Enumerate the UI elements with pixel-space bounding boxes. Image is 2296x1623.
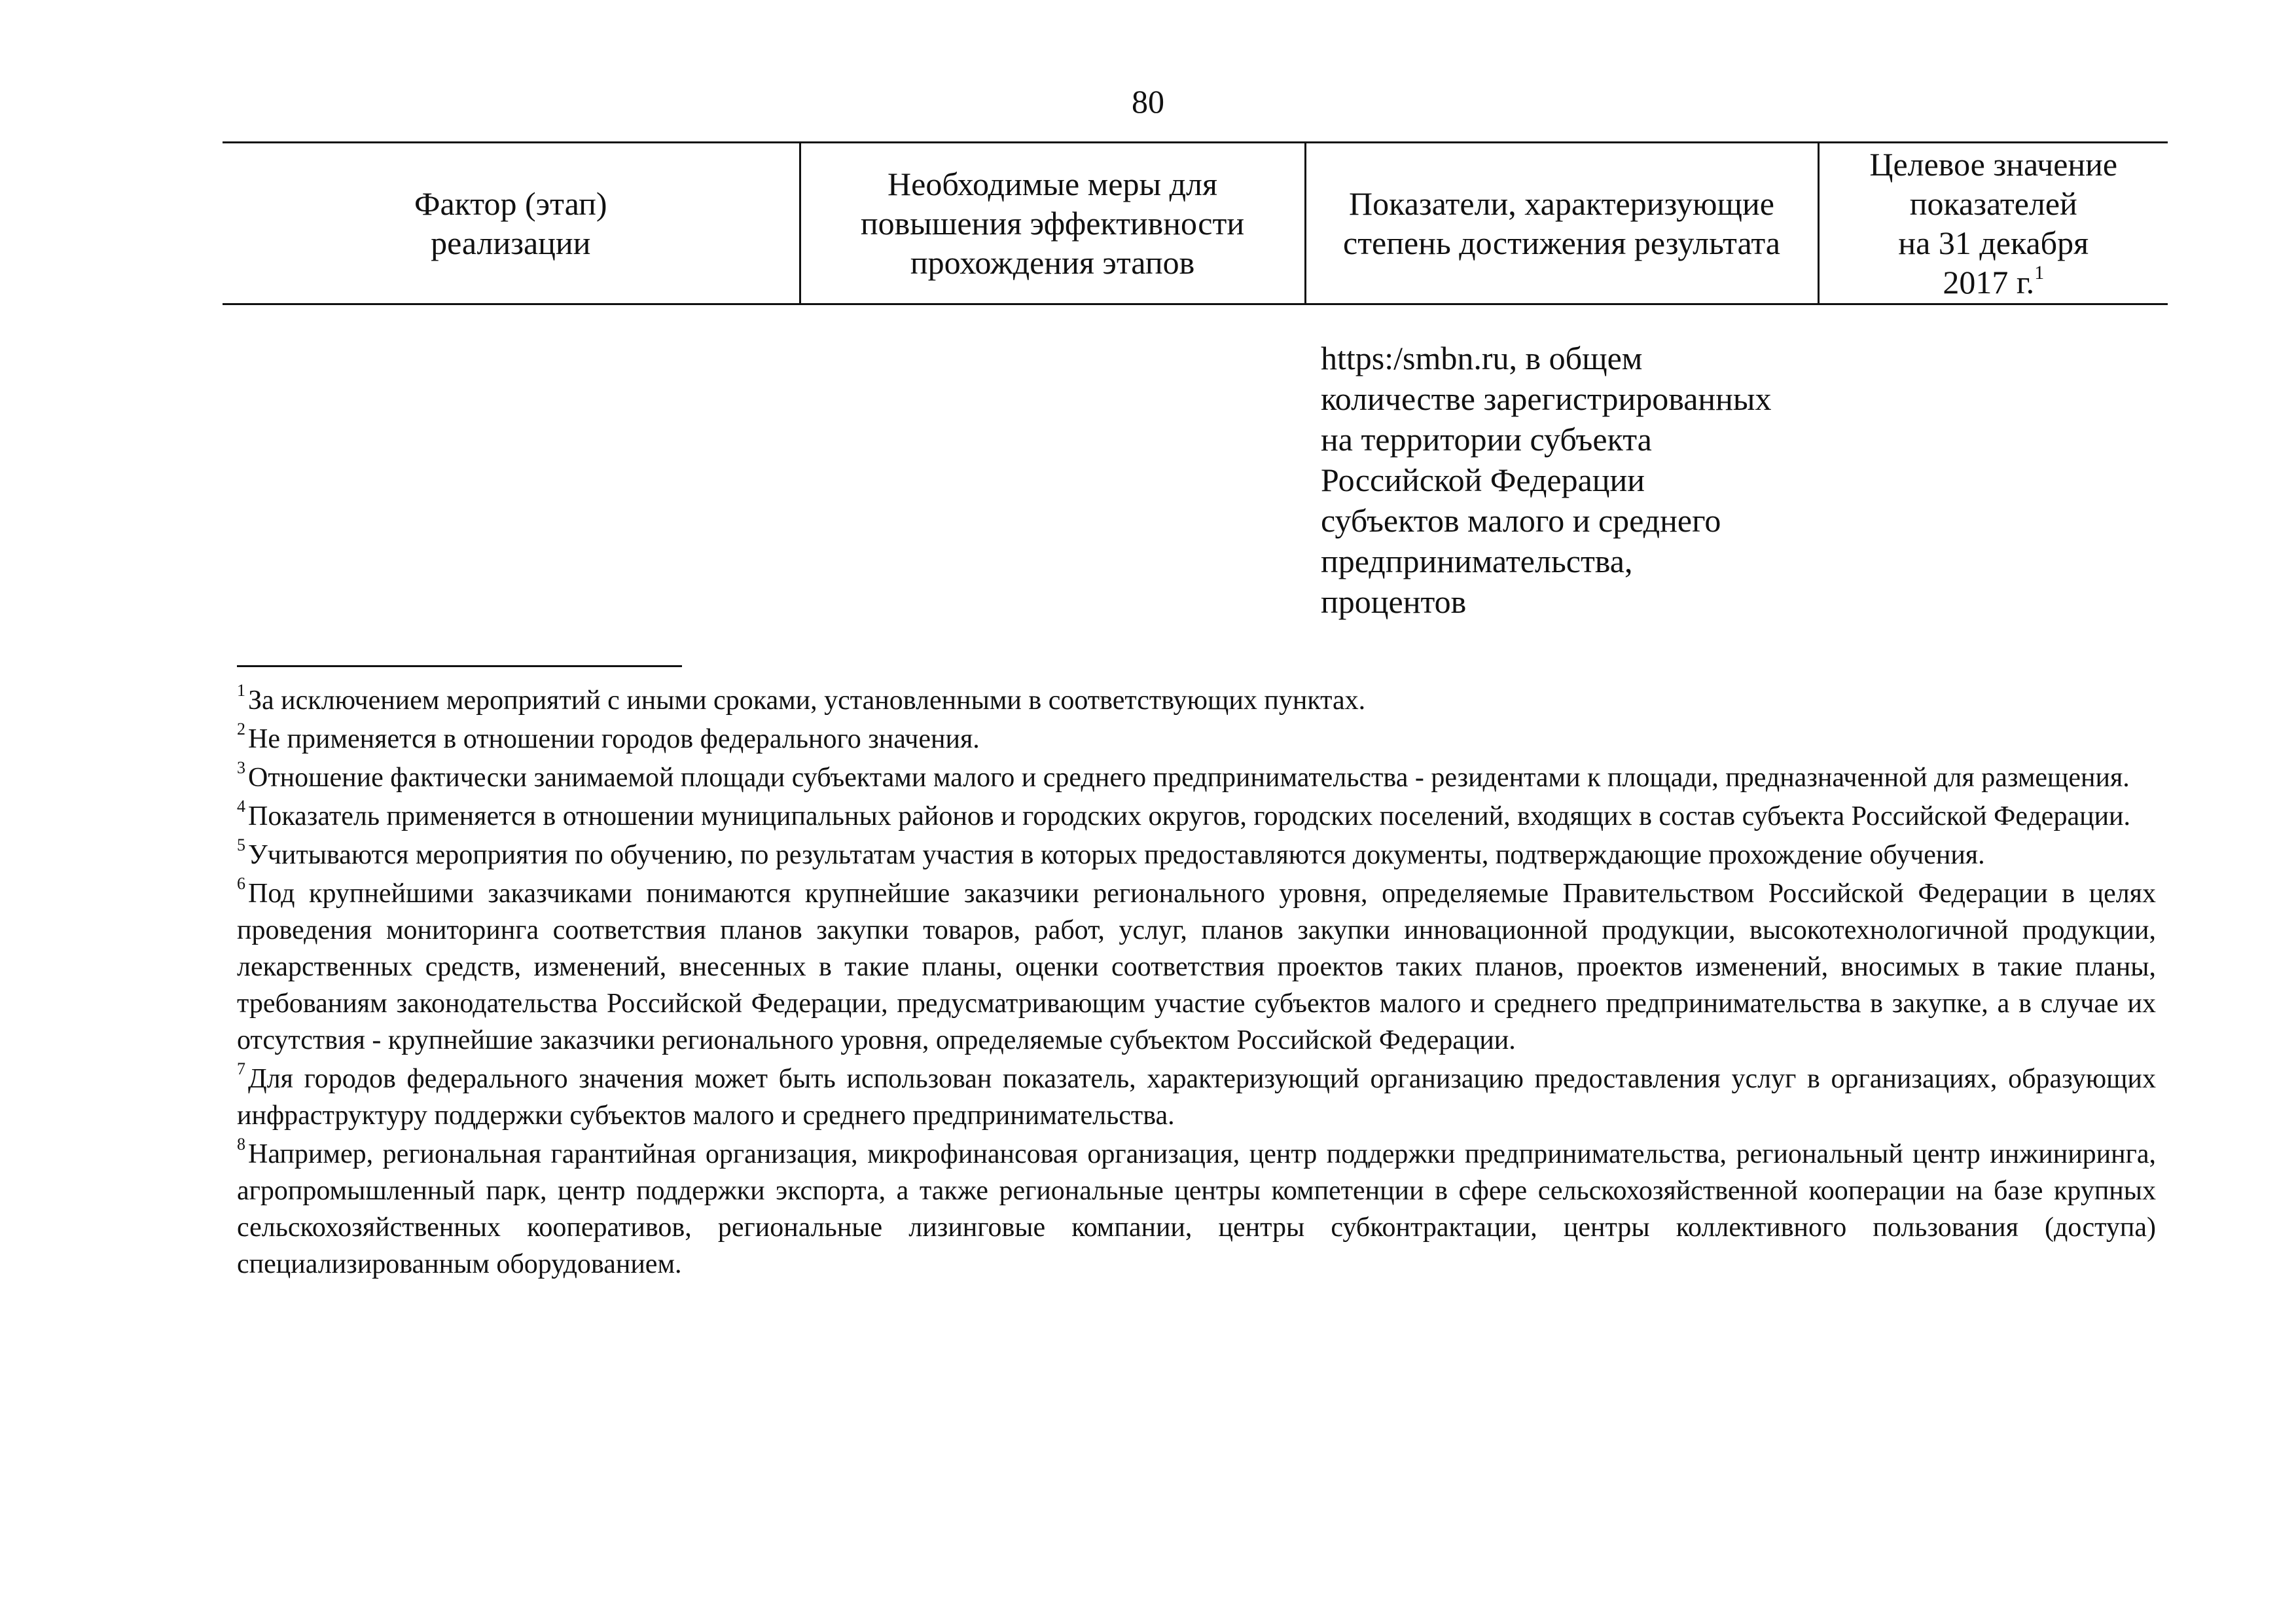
- footnote-2-mark: 2: [237, 720, 245, 739]
- header-measures-text: Необходимые меры для повышения эффективности прохождения этапов: [860, 166, 1245, 281]
- footnote-8-mark: 8: [237, 1135, 245, 1154]
- header-factor-text: Фактор (этап) реализации: [414, 185, 607, 261]
- footnote-4: [237, 798, 2156, 835]
- footnote-7-mark: 7: [237, 1059, 245, 1078]
- footnote-7-text: Для городов федерального значения может быть использован показатель, характеризующий организацию предоставления услуг в организациях, образующих инфраструктуру поддержки субъектов малого и среднего предпринимательства.: [237, 1064, 2156, 1131]
- footnote-6-text: Под крупнейшими заказчиками понимаются крупнейшие заказчики регионального уровня, определяемые Правительством Российской Федерации в целях проведения мониторинга соответствия планов закупки товаров, работ, услуг, планов закупки инновационной продукции, высокотехнологичной продукции, лекарственных средств, изменений, внесенных в такие планы, оценки соответствия проектов таких планов, проектов изменений, вносимых в такие планы, требованиям законодательства Российской Федерации, предусматривающим участие субъектов малого и среднего предпринимательства в закупке, а в случае их отсутствия - крупнейшие заказчики регионального уровня, определяемые субъектом Российской Федерации.: [237, 879, 2156, 1055]
- page-number: 80: [1132, 83, 1164, 120]
- indicator-table-container: [223, 141, 2168, 622]
- header-indicators-text: Показатели, характеризующие степень достижения результата: [1343, 185, 1780, 261]
- footnote-1: [237, 682, 2156, 719]
- cell-indicator: [1305, 304, 1818, 623]
- footnote-8-text: Например, региональная гарантийная организация, микрофинансовая организация, центр поддержки предпринимательства, региональный центр инжиниринга, агропромышленный парк, центр поддержки экспорта, а также региональные центры компетенции в сфере сельскохозяйственной кооперации на базе крупных сельскохозяйственных кооперативов, региональные лизинговые компании, центры субконтрактации, центры коллективного пользования (доступа) специализированным оборудованием.: [237, 1139, 2156, 1279]
- footnote-1-text: За исключением мероприятий с иными сроками, установленными в соответствующих пунктах.: [248, 685, 1366, 716]
- table-row: [223, 304, 2168, 623]
- footnote-2: [237, 721, 2156, 757]
- footnote-3-text: Отношение фактически занимаемой площади субъектами малого и среднего предпринимательства - резидентами к площади, предназначенной для размещения.: [248, 763, 2130, 793]
- header-target-value: [1818, 143, 2168, 304]
- cell-measures: [800, 304, 1305, 623]
- table-header-row: [223, 143, 2168, 304]
- footnote-3-mark: 3: [237, 758, 245, 777]
- header-indicators: [1305, 143, 1818, 304]
- footnote-separator: [237, 665, 682, 667]
- footnote-5: [237, 837, 2156, 873]
- footnote-4-mark: 4: [237, 797, 245, 816]
- cell-factor: [223, 304, 800, 623]
- footnotes: [237, 682, 2156, 1285]
- header-target-value-text: Целевое значение показателей на 31 декабря 2017 г.: [1869, 146, 2118, 301]
- cell-indicator-text: https:/smbn.ru, в общем количестве зарегистрированных на территории субъекта Российской Федерации субъектов малого и среднего предпринимательства, процентов: [1321, 340, 1772, 620]
- footnote-4-text: Показатель применяется в отношении муниципальных районов и городских округов, городских поселений, входящих в состав субъекта Российской Федерации.: [248, 801, 2131, 831]
- footnote-5-text: Учитываются мероприятия по обучению, по результатам участия в которых предоставляются документы, подтверждающие прохождение обучения.: [248, 840, 1985, 870]
- header-footnote-mark: 1: [2034, 262, 2045, 283]
- footnote-3: [237, 759, 2156, 796]
- footnote-6-mark: 6: [237, 874, 245, 893]
- footnote-5-mark: 5: [237, 835, 245, 854]
- footnote-8: [237, 1136, 2156, 1283]
- footnote-7: [237, 1061, 2156, 1134]
- indicator-table: [223, 141, 2168, 622]
- cell-target: [1818, 304, 2168, 623]
- footnote-2-text: Не применяется в отношении городов федерального значения.: [248, 724, 980, 754]
- header-measures: [800, 143, 1305, 304]
- footnote-1-mark: 1: [237, 681, 245, 700]
- header-factor: [223, 143, 800, 304]
- footnote-6: [237, 875, 2156, 1059]
